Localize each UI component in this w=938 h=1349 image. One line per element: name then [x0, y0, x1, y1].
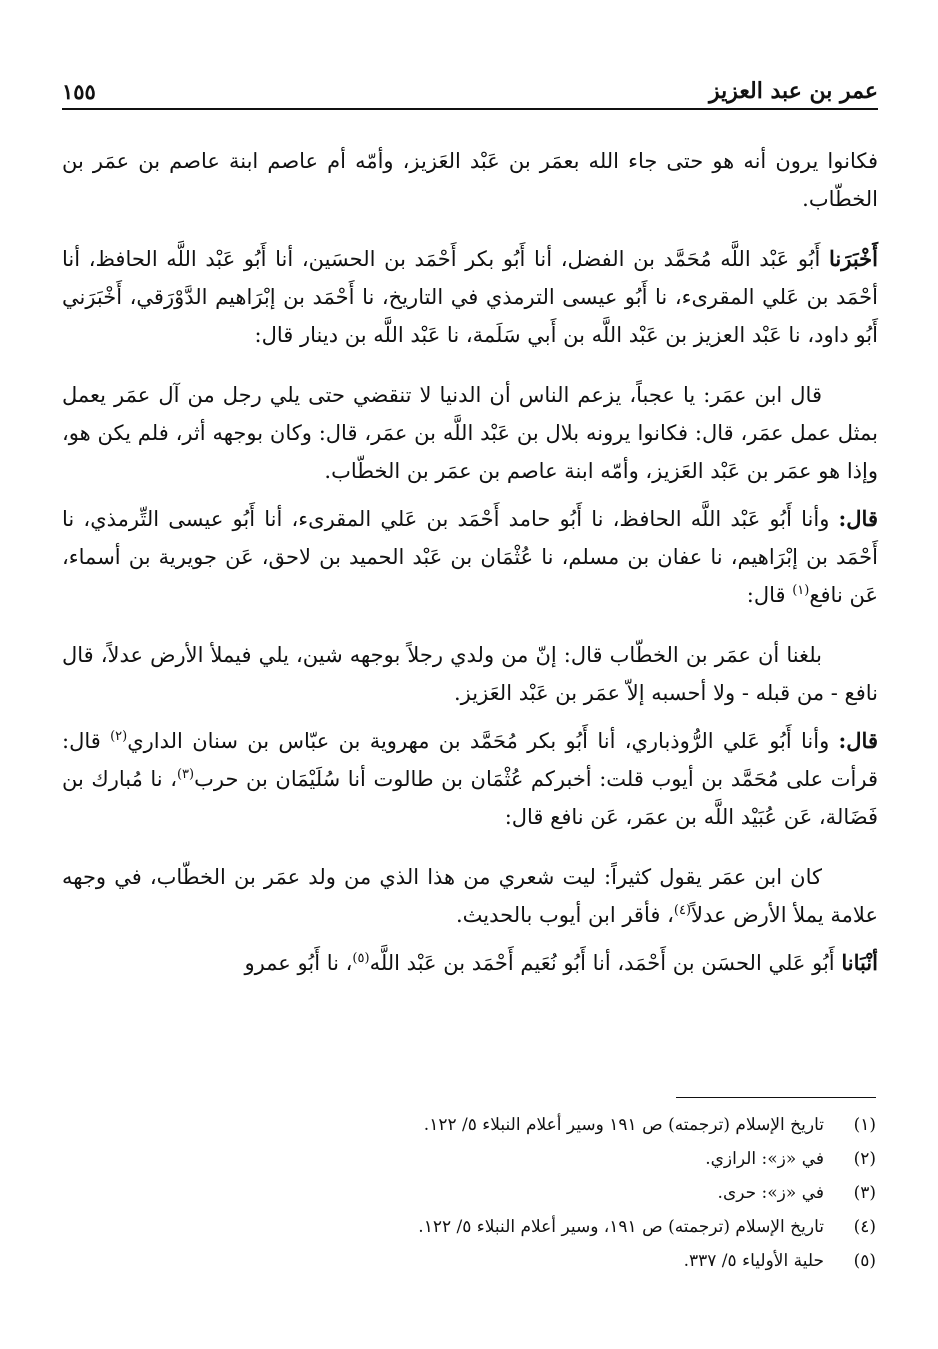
paragraph-text: أَبُو عَبْد اللَّه مُحَمَّد بن الفضل، أنا أَبُو بكر أَحْمَد بن الحسَين، أنا أَبُو عَبْد اللَّه الحافظ، أنا أحْمَد بن عَلي المقرىء، نا أَبُو عيسى الترمذي في التاريخ، نا أَحْمَد بن إبْرَاهيم الدَّوْرَقي، أَخْبَرَني أَبُو داود، نا عَبْد العزيز بن عَبْد اللَّه بن أَبي سَلَمة، نا عَبْد اللَّه بن دينار قال: [62, 247, 878, 347]
footnote-ref-3: (٣) [176, 767, 195, 782]
footnote-number: (٤) [853, 1217, 876, 1237]
page-header [62, 74, 878, 110]
footnote-text: حلية الأولياء ٥/ ٣٣٧. [683, 1251, 824, 1271]
footnote-ref-5: (٥) [352, 951, 370, 966]
footnote-number: (٥) [853, 1251, 876, 1271]
footnote-number: (١) [853, 1115, 876, 1135]
paragraph-tail: قال: قرأت على مُحَمَّد بن أيوب قلت: أخبركم عُثْمَان بن طالوت أنا سُلَيْمَان بن حرب [62, 729, 878, 791]
footnote-1 [240, 1108, 876, 1142]
paragraph-text: كان ابن عمَر يقول كثيراً: ليت شعري من هذا الذي من ولد عمَر بن الخطّاب، في وجهه علامة يملأ الأرض عدلاً [62, 865, 878, 927]
footnote-ref-4: (٤) [673, 903, 692, 918]
footnote-4 [240, 1210, 876, 1244]
paragraph-7 [62, 858, 878, 934]
footnote-ref-2: (٢) [110, 729, 128, 744]
paragraph-tail-2: ، نا مُبارك بن فَضَالة، عَن عُبَيْد اللَّه بن عمَر، عَن نافع قال: [62, 767, 878, 829]
paragraph-tail: قال: [746, 583, 793, 607]
paragraph-text: أَبُو عَلي الحسَن بن أَحْمَد، أنا أَبُو نُعَيم أَحْمَد بن عَبْد اللَّه [369, 951, 842, 975]
paragraph-tail: ، نا أَبُو عمرو [244, 951, 353, 975]
paragraph-lead: أنْبَانا [841, 950, 878, 975]
paragraph-lead: قال: [838, 728, 878, 753]
footnote-number: (٢) [853, 1149, 876, 1169]
footnote-text: تاريخ الإسلام (ترجمته) ص ١٩١، وسير أعلام النبلاء ٥/ ١٢٢. [418, 1217, 824, 1237]
paragraph-text: بلغنا أن عمَر بن الخطّاب قال: إنّ من ولدي رجلاً بوجهه شين، يلي فيملأ الأرض عدلاً، قال نافع - من قبله - ولا أحسبه إلاّ عمَر بن عَبْد العَزيز. [62, 643, 878, 705]
footnote-text: في «ز»: الرازي. [705, 1149, 824, 1169]
page-number: ١٥٥ [62, 79, 96, 104]
footnote-text: في «ز»: حرى. [717, 1183, 824, 1203]
footnotes [240, 1108, 876, 1278]
paragraph-lead: قال: [838, 506, 878, 531]
footnote-number: (٣) [853, 1183, 876, 1203]
footnote-5 [240, 1244, 876, 1278]
paragraph-2 [62, 240, 878, 354]
paragraph-text: قال ابن عمَر: يا عجباً، يزعم الناس أن الدنيا لا تنقضي حتى يلي رجل من آل عمَر يعمل بمثل عمل عمَر، قال: فكانوا يرونه بلال بن عَبْد اللَّه بن عمَر، قال: وكان بوجهه أثر، فلم يكن هو، وإذا هو عمَر بن عَبْد العَزيز، وأمّه ابنة عاصم بن عمَر بن الخطّاب. [62, 383, 878, 483]
main-text [62, 142, 878, 982]
paragraph-text: فكانوا يرون أنه هو حتى جاء الله بعمَر بن عَبْد العَزيز، وأمّه أم عاصم ابنة عاصم بن عمَر بن الخطّاب. [62, 149, 878, 211]
footnote-ref-1: (١) [792, 583, 810, 598]
paragraph-6 [62, 722, 878, 836]
paragraph-text: وأنا أَبُو عَلي الرُّوذباري، أنا أَبُو بكر مُحَمَّد بن مهروية بن عبّاس بن سنان الداري [127, 729, 839, 753]
paragraph-text: وأنا أَبُو عَبْد اللَّه الحافظ، نا أَبُو حامد أَحْمَد بن عَلي المقرىء، أنا أَبُو عيسى التِّرمذي، نا أَحْمَد بن إبْرَاهيم، نا عفان بن مسلم، نا عُثْمَان بن عَبْد الحميد بن لاحق، عَن جويرية بن أسماء، عَن نافع [62, 507, 878, 607]
paragraph-5 [62, 636, 878, 712]
paragraph-1 [62, 142, 878, 218]
paragraph-4 [62, 500, 878, 614]
footnote-2 [240, 1142, 876, 1176]
footnote-3 [240, 1176, 876, 1210]
footnote-text: تاريخ الإسلام (ترجمته) ص ١٩١ وسير أعلام النبلاء ٥/ ١٢٢. [423, 1115, 824, 1135]
running-title: عمر بن عبد العزيز [709, 78, 878, 104]
paragraph-tail: ، فأقر ابن أيوب بالحديث. [456, 903, 674, 927]
paragraph-8 [62, 944, 878, 982]
paragraph-lead: أَخْبَرَنا [829, 246, 878, 271]
paragraph-3 [62, 376, 878, 490]
footnote-divider [676, 1097, 876, 1098]
